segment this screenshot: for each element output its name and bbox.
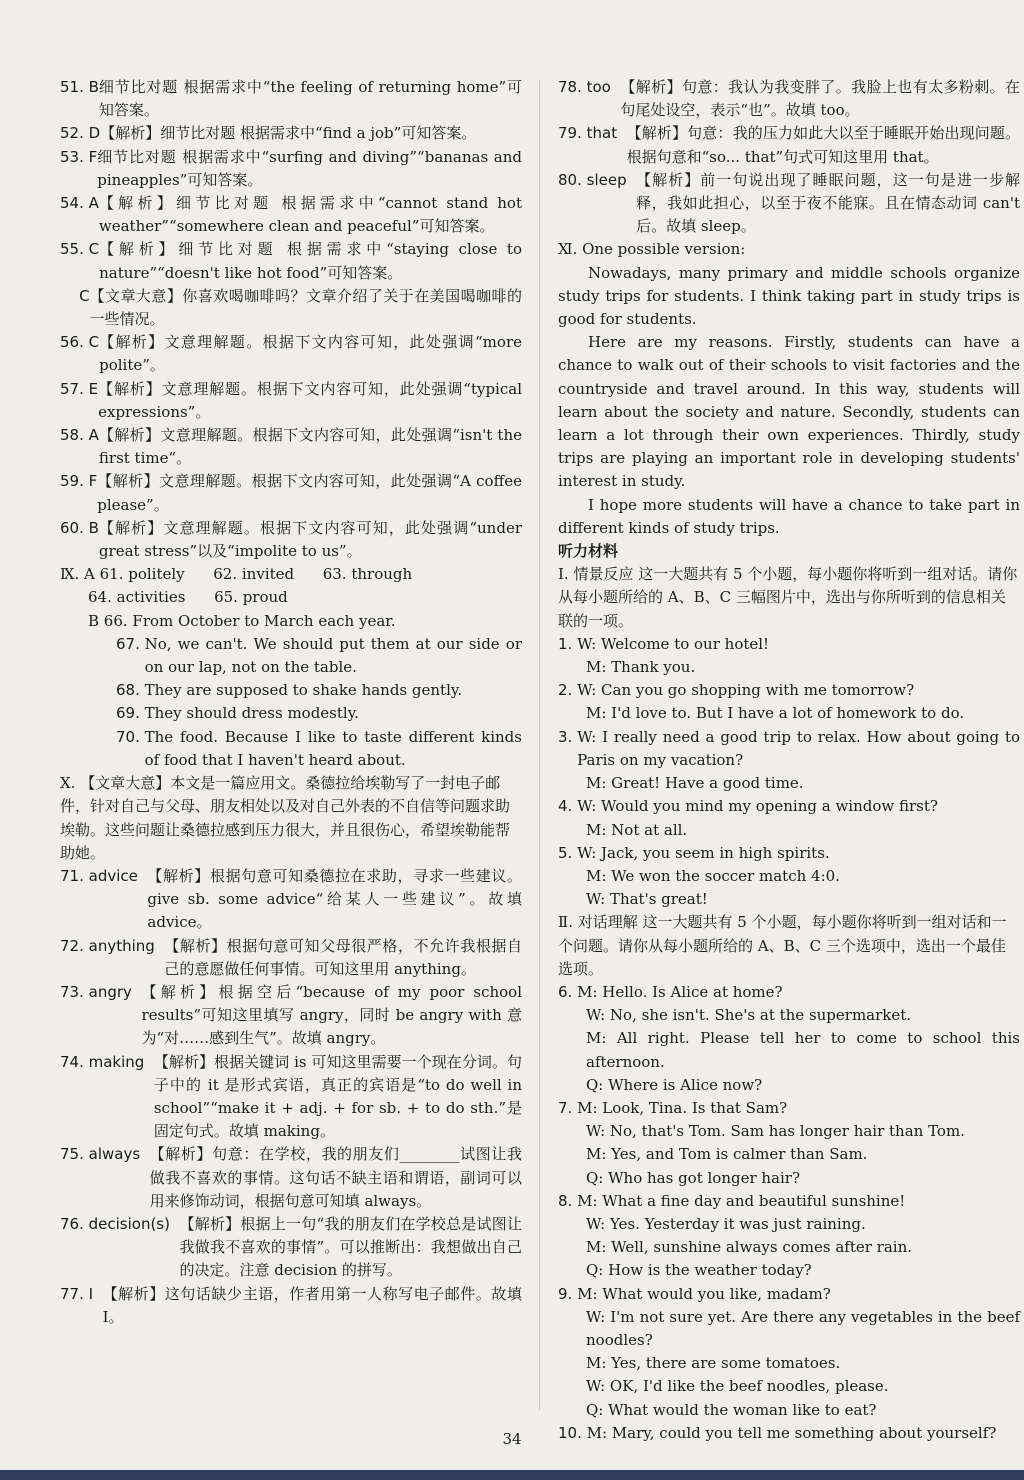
bottom-border — [0, 1470, 1024, 1480]
entry-number: C — [60, 286, 90, 305]
entry-text: 【解析】文意理解题。根据下文内容可知，此处强调“more polite”。 — [99, 333, 522, 375]
answer-entry — [558, 819, 1020, 842]
entry-text: M: Yes, there are some tomatoes. — [586, 1354, 841, 1373]
entry-text: Q: How is the weather today? — [586, 1261, 812, 1280]
entry-text: W: OK, I'd like the beef noodles, please. — [586, 1377, 889, 1396]
entry-text: 【解析】这句话缺少主语，作者用第一人称写电子邮件。故填 I。 — [102, 1284, 522, 1326]
entry-text: 【解析】前一句说出现了睡眠问题，这一句是进一步解释，我如此担心，以至于夜不能寐。且在情态动词 can't 后。故填 sleep。 — [636, 170, 1020, 236]
entry-text: M: All right. Please tell her to come to school this afternoon. — [586, 1029, 1020, 1071]
entry-number: 4. — [558, 797, 578, 816]
entry-text: 【解析】根据句意可知父母很严格，不允许我根据自己的意愿做任何事情。可知这里用 anything。 — [164, 936, 522, 978]
entry-text: M: What would you like, madam? — [577, 1284, 831, 1303]
right-column — [558, 76, 1020, 1445]
answer-entry — [558, 888, 1020, 911]
entry-text: 【解析】根据上一句“我的朋友们在学校总是试图让我做我不喜欢的事情”。可以推断出：我想做出自己的决定。注意 decision 的拼写。 — [179, 1214, 522, 1280]
listening-title: 听力材料 — [558, 542, 619, 561]
answer-entry — [558, 76, 1020, 122]
section-ix-row: 64. activities 65. proud — [88, 588, 288, 607]
answer-entry — [60, 285, 522, 331]
answer-entry — [558, 1190, 1020, 1213]
answer-entry — [558, 1143, 1020, 1166]
entry-number: 71. advice — [60, 866, 148, 885]
entry-number: 75. always — [60, 1145, 150, 1164]
entry-text: 【解析】文意理解题。根据下文内容可知，此处强调“A coffee please”。 — [97, 472, 522, 514]
answer-entry — [558, 169, 1020, 239]
answer-entry — [558, 1167, 1020, 1190]
entry-text: W: Yes. Yesterday it was just raining. — [586, 1214, 866, 1233]
answer-entry — [60, 331, 522, 377]
entry-number: 3. — [558, 727, 578, 746]
answer-entry — [60, 679, 522, 702]
answer-entry — [60, 1283, 522, 1329]
answer-entry — [558, 1213, 1020, 1236]
entry-number: 51. B — [60, 78, 99, 96]
entry-number: 79. that — [558, 124, 627, 143]
answer-entry — [60, 146, 522, 192]
entry-text: They should dress modestly. — [144, 704, 359, 723]
entry-number: 57. E — [60, 379, 99, 398]
answer-entry — [60, 238, 522, 284]
answer-entry — [558, 1027, 1020, 1073]
entry-text: No, we can't. We should put them at our side or on our lap, not on the table. — [144, 634, 522, 677]
entry-number: 10. — [558, 1423, 587, 1442]
entry-text: M: Thank you. — [586, 658, 696, 677]
listening-section-2: Ⅱ. 对话理解 这一大题共有 5 个小题，每小题你将听到一组对话和一个问题。请你从每小题所给的 A、B、C 三个选项中，选出一个最佳选项。 — [558, 913, 1007, 978]
entry-number: 68. — [116, 681, 145, 700]
essay-paragraph: Nowadays, many primary and middle schools organize study trips for students. I think taking part in study trips is good for students. — [558, 263, 1020, 329]
entry-number: 70. — [116, 727, 145, 746]
entry-number: 76. decision(s) — [60, 1214, 180, 1233]
section-xi-heading: Ⅺ. One possible version: — [558, 240, 746, 259]
answer-entry — [60, 1143, 522, 1213]
entry-number: 73. angry — [60, 982, 142, 1001]
entry-number: 6. — [558, 982, 578, 1001]
answer-entry — [60, 76, 522, 122]
left-column — [60, 76, 522, 1329]
entry-number: 77. I — [60, 1284, 103, 1303]
entry-number: 80. sleep — [558, 170, 637, 189]
entry-text: W: I really need a good trip to relax. How about going to Paris on my vacation? — [577, 727, 1020, 769]
answer-entry — [558, 1097, 1020, 1120]
answer-entry — [558, 1259, 1020, 1282]
answer-entry — [60, 192, 522, 238]
entry-text: 【解析】句意：我的压力如此大以至于睡眠开始出现问题。根据句意和“so... that”句式可知这里用 that。 — [626, 124, 1020, 166]
entry-text: 【解析】细节比对题 根据需求中“staying close to nature”“doesn't like hot food”可知答案。 — [99, 240, 522, 282]
entry-text: M: Hello. Is Alice at home? — [577, 982, 783, 1001]
entry-number: 53. F — [60, 147, 98, 166]
entry-number: 54. A — [60, 194, 99, 213]
entry-text: The food. Because I like to taste different kinds of food that I haven't heard about. — [144, 727, 522, 769]
answer-entry — [60, 935, 522, 981]
answer-entry — [558, 842, 1020, 865]
entry-text: They are supposed to shake hands gently. — [144, 681, 463, 700]
entry-number: 5. — [558, 843, 578, 862]
entry-text: W: Would you mind my opening a window first? — [577, 797, 938, 816]
section-x-heading: Ⅹ. 【文章大意】本文是一篇应用文。桑德拉给埃勒写了一封电子邮件，针对自己与父母、朋友相处以及对自己外表的不自信等问题求助埃勒。这些问题让桑德拉感到压力很大，并且很伤心，希望埃勒能帮助她。 — [60, 774, 511, 862]
entry-text: W: Welcome to our hotel! — [577, 634, 770, 653]
entry-text: 【文章大意】你喜欢喝咖啡吗？文章介绍了关于在美国喝咖啡的一些情况。 — [89, 286, 522, 329]
entry-number: 1. — [558, 634, 578, 653]
entry-text: M: Not at all. — [586, 820, 688, 839]
entry-number: 72. anything — [60, 936, 165, 955]
answer-entry — [60, 517, 522, 563]
entry-text: M: Mary, could you tell me something about yourself? — [586, 1423, 997, 1442]
answer-entry — [558, 1236, 1020, 1259]
entry-number: 58. A — [60, 426, 99, 445]
answer-entry — [558, 1399, 1020, 1422]
entry-number: 59. F — [60, 472, 98, 491]
entry-text: W: No, that's Tom. Sam has longer hair than Tom. — [586, 1122, 965, 1141]
answer-entry — [60, 1051, 522, 1144]
answer-entry — [558, 726, 1020, 772]
entry-number: 7. — [558, 1098, 578, 1117]
answer-entry — [558, 702, 1020, 725]
answer-entry — [60, 702, 522, 725]
answer-entry — [558, 633, 1020, 656]
entry-number: 8. — [558, 1191, 578, 1210]
section-ix-row: B 66. From October to March each year. — [88, 611, 396, 630]
entry-number: 2. — [558, 681, 578, 700]
entry-number: 69. — [116, 704, 145, 723]
entry-text: M: Look, Tina. Is that Sam? — [577, 1098, 788, 1117]
entry-number: 74. making — [60, 1052, 154, 1071]
entry-text: 【解析】根据句意可知桑德拉在求助，寻求一些建议。give sb. some advice“给某人一些建议”。故填 advice。 — [147, 866, 522, 932]
answer-entry — [558, 1074, 1020, 1097]
entry-text: W: Jack, you seem in high spirits. — [577, 843, 830, 862]
entry-text: Q: Who has got longer hair? — [586, 1168, 801, 1187]
answer-entry — [558, 1120, 1020, 1143]
entry-text: 【解析】句意：我认为我变胖了。我脸上也有太多粉刺。在句尾处设空，表示“也”。故填 too。 — [620, 78, 1020, 120]
entry-text: Q: Where is Alice now? — [586, 1075, 763, 1094]
entry-text: W: Can you go shopping with me tomorrow? — [577, 681, 915, 700]
answer-entry — [558, 679, 1020, 702]
entry-number: 78. too — [558, 78, 621, 96]
answer-entry — [60, 726, 522, 772]
answer-entry — [60, 470, 522, 516]
entry-text: 【解析】细节比对题 根据需求中“find a job”可知答案。 — [100, 124, 477, 143]
entry-text: 细节比对题 根据需求中“the feeling of returning home”可知答案。 — [98, 78, 522, 120]
answer-entry — [60, 1213, 522, 1283]
answer-entry — [60, 378, 522, 424]
answer-entry — [60, 424, 522, 470]
answer-entry — [558, 1375, 1020, 1398]
essay-paragraph: Here are my reasons. Firstly, students can have a chance to walk out of their schools to visit factories and the countryside and travel around. In this way, students will learn about the society and nature. Secondly, students can learn a lot through their own experiences. Thirdly, study trips are playing an important role in developing students' interest in study. — [558, 333, 1020, 491]
answer-entry — [60, 865, 522, 935]
entry-text: W: That's great! — [586, 890, 708, 909]
entry-text: 细节比对题 根据需求中“surfing and diving”“bananas and pineapples”可知答案。 — [97, 147, 522, 189]
entry-text: 【解析】根据空后“because of my poor school results”可知这里填写 angry，同时 be angry with 意为“对……感到生气”。故填 angry。 — [141, 982, 522, 1048]
answer-entry — [558, 865, 1020, 888]
entry-number: 60. B — [60, 518, 99, 537]
essay-paragraph: I hope more students will have a chance to take part in different kinds of study trips. — [558, 495, 1020, 537]
answer-entry — [558, 1352, 1020, 1375]
page-number: 34 — [502, 1430, 522, 1448]
entry-text: 【解析】文意理解题。根据下文内容可知，此处强调“isn't the first time”。 — [98, 426, 522, 468]
entry-text: M: I'd love to. But I have a lot of homework to do. — [586, 704, 965, 723]
entry-text: M: Yes, and Tom is calmer than Sam. — [586, 1145, 868, 1164]
entry-text: M: Great! Have a good time. — [586, 774, 804, 793]
entry-text: W: I'm not sure yet. Are there any vegetables in the beef noodles? — [586, 1307, 1020, 1349]
answer-entry — [558, 795, 1020, 818]
answer-entry — [60, 633, 522, 679]
entry-text: M: What a fine day and beautiful sunshine! — [577, 1191, 906, 1210]
entry-text: 【解析】文意理解题。根据下文内容可知，此处强调“typical expressions”。 — [98, 379, 522, 421]
answer-entry — [558, 981, 1020, 1004]
answer-entry — [558, 1283, 1020, 1306]
answer-entry — [558, 1004, 1020, 1027]
entry-text: 【解析】句意：在学校，我的朋友们________试图让我做我不喜欢的事情。这句话不缺主语和谓语，副词可以用来修饰动词，根据句意可知填 always。 — [149, 1145, 522, 1210]
entry-text: 【解析】细节比对题 根据需求中“cannot stand hot weather”“somewhere clean and peaceful”可知答案。 — [98, 194, 522, 236]
answer-entry — [60, 122, 522, 145]
section-ix-heading: Ⅸ. A 61. politely 62. invited 63. through — [60, 565, 413, 584]
answer-entry — [558, 1306, 1020, 1352]
answer-entry — [558, 772, 1020, 795]
column-divider — [539, 80, 540, 1410]
entry-number: 55. C — [60, 240, 100, 259]
entry-text: Q: What would the woman like to eat? — [586, 1400, 877, 1419]
entry-text: 【解析】根据关键词 is 可知这里需要一个现在分词。句子中的 it 是形式宾语，真正的宾语是“to do well in school”“make it + adj. + for sb. + to do sth.”是固定句式。故填 making。 — [153, 1052, 522, 1141]
answer-entry — [558, 656, 1020, 679]
entry-number: 52. D — [60, 124, 101, 143]
entry-text: M: We won the soccer match 4:0. — [586, 866, 840, 885]
answer-entry — [558, 122, 1020, 168]
entry-number: 9. — [558, 1284, 578, 1303]
entry-number: 67. — [116, 634, 145, 653]
entry-text: 【解析】文意理解题。根据下文内容可知，此处强调“under great stress”以及“impolite to us”。 — [98, 518, 522, 561]
listening-section-1: Ⅰ. 情景反应 这一大题共有 5 个小题，每小题你将听到一组对话。请你从每小题所给的 A、B、C 三幅图片中，选出与你所听到的信息相关联的一项。 — [558, 565, 1018, 630]
answer-entry — [60, 981, 522, 1051]
entry-number: 56. C — [60, 333, 100, 352]
entry-text: M: Well, sunshine always comes after rain. — [586, 1238, 913, 1257]
entry-text: W: No, she isn't. She's at the supermarket. — [586, 1006, 912, 1025]
